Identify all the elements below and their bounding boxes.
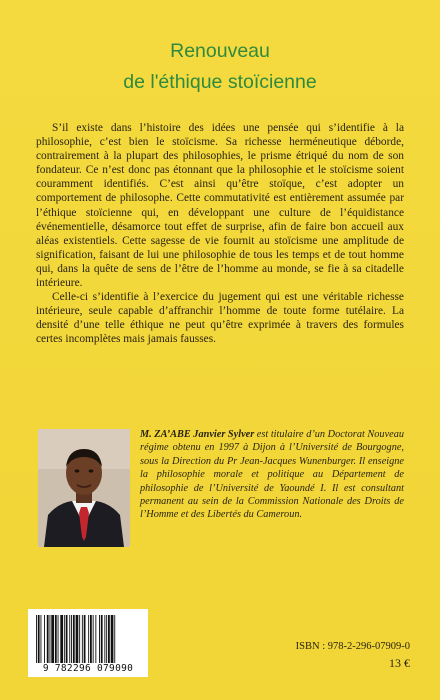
author-bio xyxy=(140,428,404,522)
price: 13 € xyxy=(389,656,410,670)
author-name: M. ZA’ABE Janvier Sylver xyxy=(140,429,255,440)
barcode-digits: 9 782296 079090 xyxy=(42,663,134,674)
blurb-paragraph-2: Celle-ci s’identifie à l’exercice du jugement qui est une véritable richesse intérieure, seule capable d’affranchir l’homme de toute forme tutélaire. La densité d’une telle éthique ne peut qu’être exprimée à travers des formules certes incomplètes mais jamais fausses. xyxy=(36,291,404,346)
title-line-1: Renouveau xyxy=(170,40,270,62)
book-title xyxy=(0,36,440,98)
title-line-2: de l'éthique stoïcienne xyxy=(123,71,317,93)
isbn: ISBN : 978-2-296-07909-0 xyxy=(295,641,410,652)
blurb xyxy=(36,121,404,347)
blurb-paragraph-1: S’il existe dans l’histoire des idées une pensée qui s’identifie à la philosophie, c’est bien le stoïcisme. Sa richesse herméneutique déborde, contrairement à la plupart des philosophies, le prisme étriqué du nom de son fondateur. Ce n’est donc pas étonnant que la philosophie et le stoïcisme soient couramment identifiés. C’est ainsi qu’être stoïque, c’est adopter un comportement de philosophe. Cette commutativité est entièrement assumée par l’éthique stoïcienne qui, en développant une culture de l’équidistance événementielle, désamorce tout effet de surprise, afin de faire bon accueil aux aléas existentiels. Cette sagesse de vie fournit au stoïcisme une amplitude de signification, faisant de lui une philosophie de tous les temps et de tout homme qui, dans la quête de sens de l’être de l’homme au monde, se fie à sa citadelle intérieure. xyxy=(36,122,404,290)
author-photo xyxy=(38,429,130,547)
barcode xyxy=(28,609,148,677)
author-bio-text: est titulaire d’un Doctorat Nouveau régime obtenu en 1997 à Dijon à l’Université de Bourgogne, sous la Direction du Pr Jean-Jacques Wunenburger. Il enseigne la philosophie morale et politique au Département de philosophie de l’Université de Yaoundé I. Il est consultant permanent au sein de la Commission Nationale des Droits de l’Homme et des Libertés du Cameroun. xyxy=(140,429,405,521)
